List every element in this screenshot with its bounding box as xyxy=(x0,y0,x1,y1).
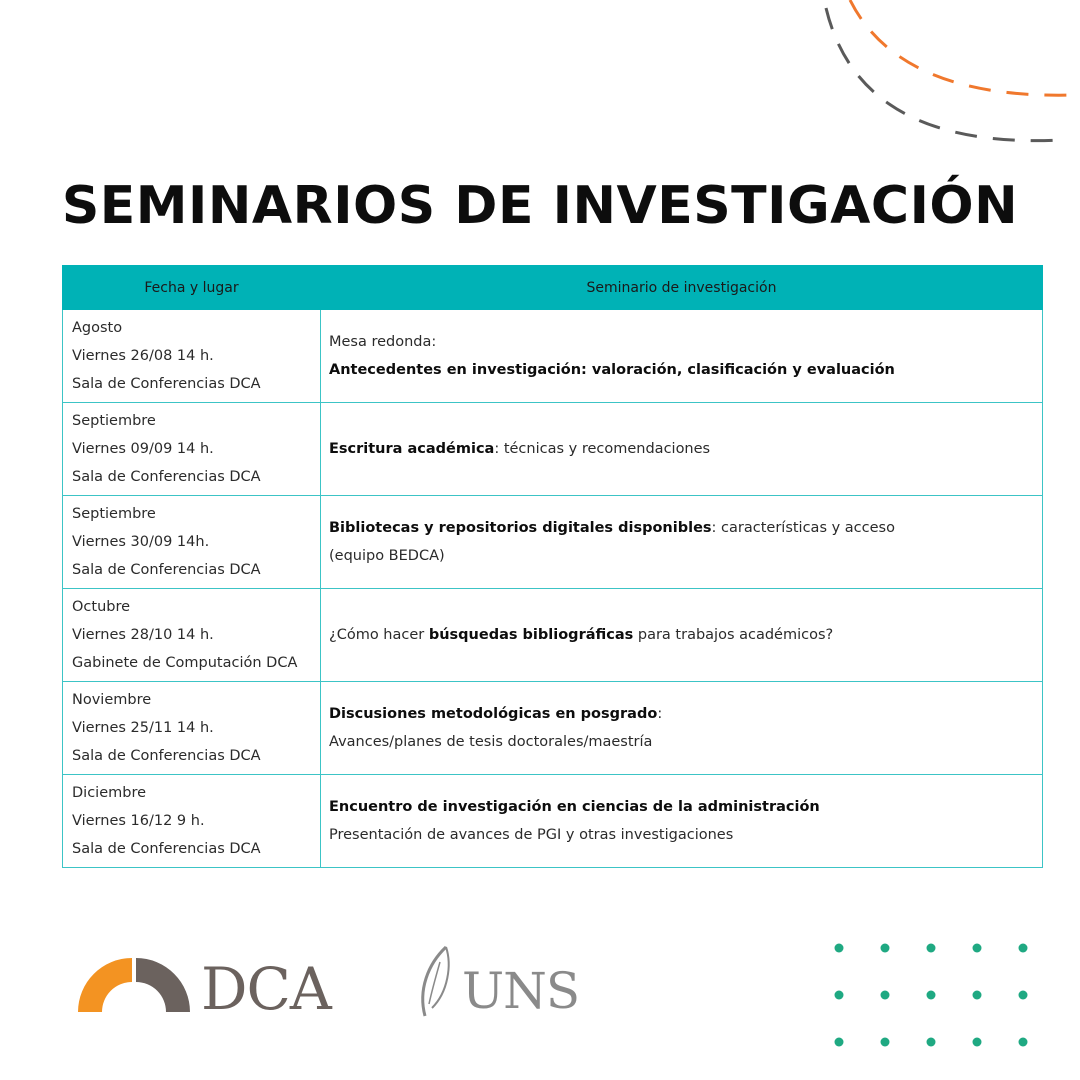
place: Sala de Conferencias DCA xyxy=(72,562,261,578)
datetime: Viernes 26/08 14 h. xyxy=(72,348,214,364)
datetime: Viernes 25/11 14 h. xyxy=(72,720,214,736)
dca-logo-mark xyxy=(78,958,190,1012)
place: Sala de Conferencias DCA xyxy=(72,841,261,857)
month: Agosto xyxy=(72,320,123,336)
seminar-title: Antecedentes en investigación: valoración, clasificación y evaluación xyxy=(329,362,895,378)
seminar-title: Discusiones metodológicas en posgrado xyxy=(329,706,658,722)
place: Sala de Conferencias DCA xyxy=(72,748,261,764)
seminar-subtitle: : técnicas y recomendaciones xyxy=(494,441,711,457)
uns-feather-icon xyxy=(423,947,449,1016)
datetime: Viernes 30/09 14h. xyxy=(72,534,210,550)
seminar-prefix: ¿Cómo hacer xyxy=(329,627,429,643)
seminar-line: Presentación de avances de PGI y otras investigaciones xyxy=(329,827,734,843)
seminar-line: Avances/planes de tesis doctorales/maestría xyxy=(329,734,653,750)
dca-brown-arc xyxy=(136,958,190,1012)
month: Septiembre xyxy=(72,506,156,522)
seminar-title: búsquedas bibliográficas xyxy=(428,627,634,643)
seminar-line: (equipo BEDCA) xyxy=(329,548,445,564)
seminar-line: Mesa redonda: xyxy=(329,334,437,350)
seminar-title: Encuentro de investigación en ciencias de la administración xyxy=(329,799,820,815)
datetime: Viernes 28/10 14 h. xyxy=(72,627,214,643)
place: Sala de Conferencias DCA xyxy=(72,376,261,392)
seminar-subtitle: : xyxy=(657,706,663,722)
month: Diciembre xyxy=(72,785,147,801)
datetime: Viernes 16/12 9 h. xyxy=(72,813,205,829)
page-title: SEMINARIOS DE INVESTIGACIÓN xyxy=(61,176,1019,236)
place: Sala de Conferencias DCA xyxy=(72,469,261,485)
uns-logo-text: UNS xyxy=(462,962,580,1020)
month: Septiembre xyxy=(72,413,156,429)
seminar-suffix: para trabajos académicos? xyxy=(633,627,834,643)
header-seminar: Seminario de investigación xyxy=(321,266,1043,310)
seminar-title: Bibliotecas y repositorios digitales disponibles xyxy=(329,520,712,536)
seminar-subtitle: : características y acceso xyxy=(711,520,895,536)
dca-logo-text: DCA xyxy=(201,955,331,1023)
header-date-place: Fecha y lugar xyxy=(63,266,321,310)
month: Noviembre xyxy=(72,692,152,708)
dca-orange-arc xyxy=(78,958,132,1012)
dot-grid xyxy=(835,944,1028,1047)
month: Octubre xyxy=(72,599,131,615)
datetime: Viernes 09/09 14 h. xyxy=(72,441,214,457)
place: Gabinete de Computación DCA xyxy=(72,655,298,671)
seminar-title: Escritura académica xyxy=(329,441,495,457)
